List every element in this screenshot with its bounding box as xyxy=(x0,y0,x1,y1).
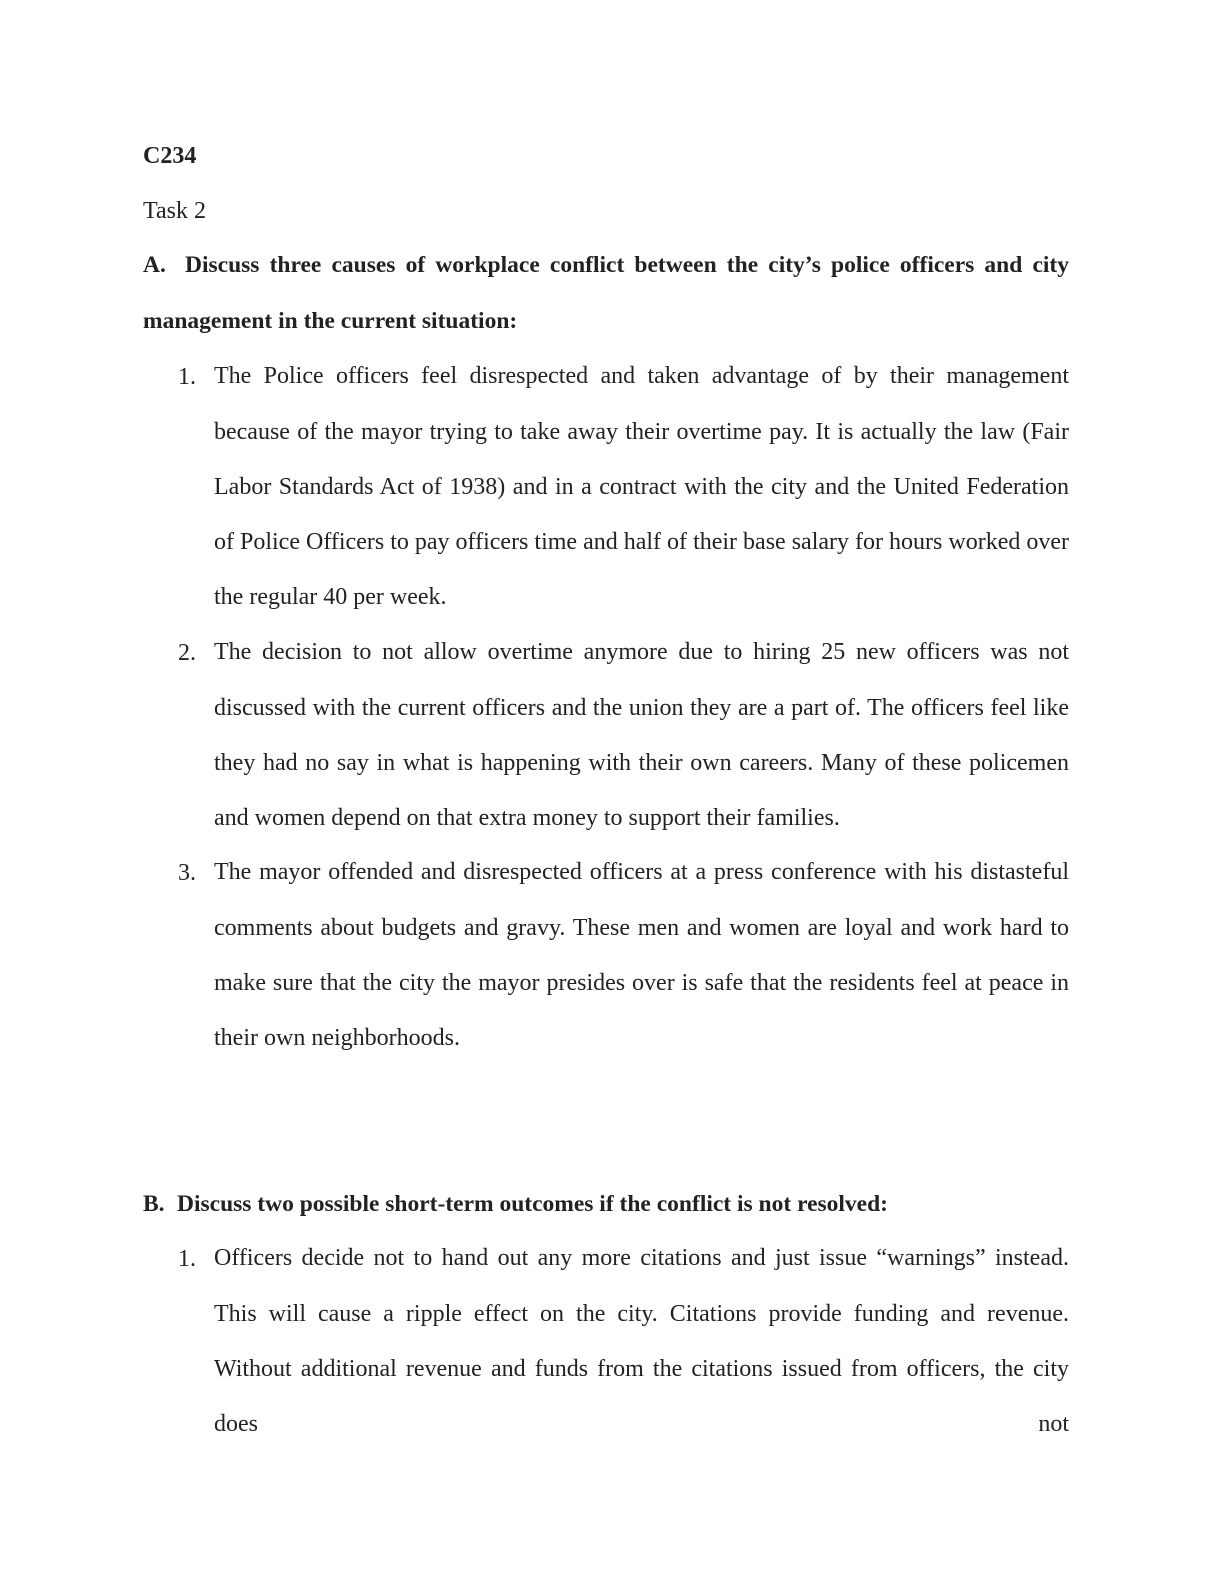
section-b-heading xyxy=(143,1189,1069,1219)
section-a-heading xyxy=(143,238,1069,349)
section-b-heading-text: Discuss two possible short-term outcomes if the conflict is not resolved: xyxy=(177,1191,889,1217)
course-code: C234 xyxy=(143,143,197,169)
list-item-number: 3. xyxy=(178,860,196,886)
list-item-number: 1. xyxy=(178,1246,196,1272)
list-item-text: Officers decide not to hand out any more citations and just issue “warnings” instead. This will cause a ripple effect on the city. Citations provide funding and revenue. Without additional revenue and funds from the citations issued from officers, the city does not xyxy=(214,1245,1069,1438)
section-b-letter: B. xyxy=(143,1191,165,1217)
list-item-text: The mayor offended and disrespected officers at a press conference with his distasteful comments about budgets and gravy. These men and women are loyal and work hard to make sure that the city the mayor presides over is safe that the residents feel at peace in their own neighborhoods. xyxy=(214,859,1069,1052)
section-a-letter: A. xyxy=(143,252,166,278)
section-a-heading-text: Discuss three causes of workplace conflict between the city’s police officers and city management in the current situation: xyxy=(143,252,1069,334)
list-item-text: The decision to not allow overtime anymore due to hiring 25 new officers was not discussed with the current officers and the union they are a part of. The officers feel like they had no say in what is happening with their own careers. Many of these policemen and women depend on that extra money to support their families. xyxy=(214,639,1069,832)
task-label: Task 2 xyxy=(143,198,206,224)
list-item-number: 2. xyxy=(178,640,196,666)
list-item-number: 1. xyxy=(178,364,196,390)
list-item-text: The Police officers feel disrespected and taken advantage of by their management because of the mayor trying to take away their overtime pay. It is actually the law (Fair Labor Standards Act of 1938) and in a contract with the city and the United Federation of Police Officers to pay officers time and half of their base salary for hours worked over the regular 40 per week. xyxy=(214,363,1069,611)
